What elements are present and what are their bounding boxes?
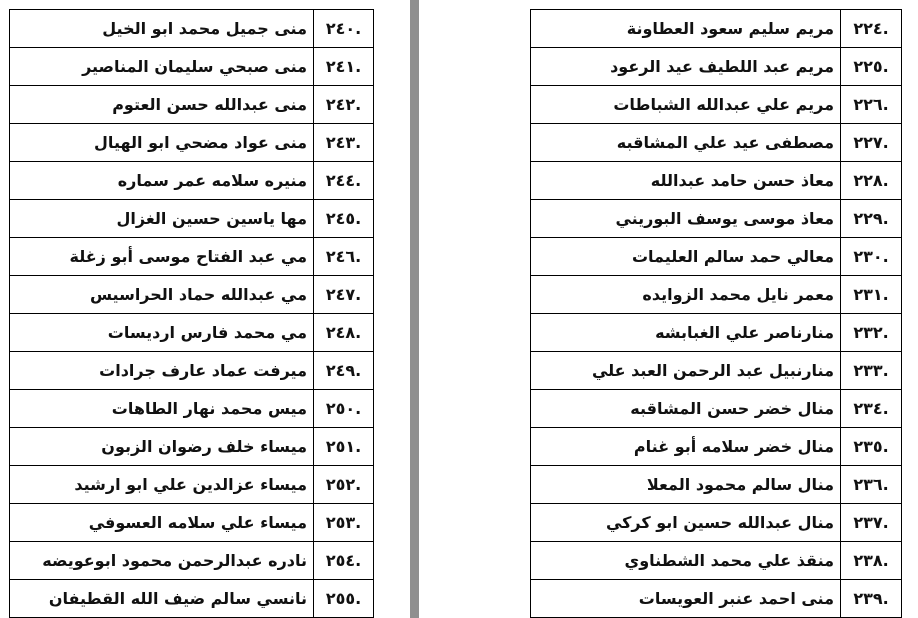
row-number: .٢٤٣ (314, 124, 374, 162)
row-number: .٢٢٨ (841, 162, 902, 200)
table-row (531, 428, 902, 466)
row-number: .٢٤٤ (314, 162, 374, 200)
row-number: .٢٤٠ (314, 10, 374, 48)
names-table-left (9, 9, 374, 618)
row-number: .٢٤٦ (314, 238, 374, 276)
row-number: .٢٢٧ (841, 124, 902, 162)
table-row (10, 352, 374, 390)
table-row (10, 200, 374, 238)
table-row (531, 314, 902, 352)
table-row (10, 504, 374, 542)
table-row (10, 276, 374, 314)
table-row (531, 390, 902, 428)
person-name: مي محمد فارس ارديسات (10, 314, 314, 352)
row-number: .٢٤٥ (314, 200, 374, 238)
person-name: منى صبحي سليمان المناصير (10, 48, 314, 86)
row-number: .٢٣١ (841, 276, 902, 314)
person-name: معمر نايل محمد الزوايده (531, 276, 841, 314)
person-name: معالي حمد سالم العليمات (531, 238, 841, 276)
row-number: .٢٣٢ (841, 314, 902, 352)
row-number: .٢٥١ (314, 428, 374, 466)
table-row (10, 390, 374, 428)
row-number: .٢٤٧ (314, 276, 374, 314)
person-name: منال سالم محمود المعلا (531, 466, 841, 504)
names-table-right-body (531, 10, 902, 618)
row-number: .٢٢٥ (841, 48, 902, 86)
row-number: .٢٢٩ (841, 200, 902, 238)
row-number: .٢٤٨ (314, 314, 374, 352)
row-number: .٢٤١ (314, 48, 374, 86)
person-name: ميساء علي سلامه العسوفي (10, 504, 314, 542)
names-table-right (530, 9, 902, 618)
table-row (10, 428, 374, 466)
row-number: .٢٣٦ (841, 466, 902, 504)
table-row (531, 504, 902, 542)
row-number: .٢٢٤ (841, 10, 902, 48)
table-row (10, 542, 374, 580)
table-row (531, 48, 902, 86)
person-name: منى عواد مضحي ابو الهيال (10, 124, 314, 162)
person-name: منارنبيل عبد الرحمن العبد علي (531, 352, 841, 390)
table-row (531, 580, 902, 618)
person-name: ميساء خلف رضوان الزبون (10, 428, 314, 466)
person-name: مريم علي عبدالله الشباطات (531, 86, 841, 124)
person-name: نادره عبدالرحمن محمود ابوعويضه (10, 542, 314, 580)
row-number: .٢٥٤ (314, 542, 374, 580)
table-row (10, 314, 374, 352)
row-number: .٢٥٣ (314, 504, 374, 542)
person-name: منقذ علي محمد الشطناوي (531, 542, 841, 580)
table-row (531, 542, 902, 580)
person-name: منال عبدالله حسين ابو كركي (531, 504, 841, 542)
page-divider (410, 0, 419, 618)
person-name: منيره سلامه عمر سماره (10, 162, 314, 200)
person-name: مي عبدالله حماد الحراسيس (10, 276, 314, 314)
person-name: مصطفى عيد علي المشاقبه (531, 124, 841, 162)
row-number: .٢٣٤ (841, 390, 902, 428)
table-row (10, 124, 374, 162)
table-row (531, 10, 902, 48)
row-number: .٢٣٨ (841, 542, 902, 580)
table-row (531, 466, 902, 504)
names-table-left-body (10, 10, 374, 618)
row-number: .٢٤٩ (314, 352, 374, 390)
person-name: مها ياسين حسين الغزال (10, 200, 314, 238)
person-name: نانسي سالم ضيف الله القطيفان (10, 580, 314, 618)
row-number: .٢٣٧ (841, 504, 902, 542)
table-row (10, 10, 374, 48)
person-name: ميساء عزالدين علي ابو ارشيد (10, 466, 314, 504)
table-row (531, 86, 902, 124)
row-number: .٢٥٥ (314, 580, 374, 618)
person-name: منى جميل محمد ابو الخيل (10, 10, 314, 48)
person-name: منال خضر حسن المشاقبه (531, 390, 841, 428)
row-number: .٢٢٦ (841, 86, 902, 124)
table-row (10, 162, 374, 200)
table-row (10, 48, 374, 86)
row-number: .٢٣٠ (841, 238, 902, 276)
person-name: منى احمد عنبر العويسات (531, 580, 841, 618)
row-number: .٢٤٢ (314, 86, 374, 124)
person-name: مريم سليم سعود العطاونة (531, 10, 841, 48)
table-row (10, 86, 374, 124)
row-number: .٢٣٩ (841, 580, 902, 618)
table-row (531, 352, 902, 390)
table-row (10, 466, 374, 504)
table-row (531, 162, 902, 200)
table-row (531, 276, 902, 314)
person-name: معاذ حسن حامد عبدالله (531, 162, 841, 200)
person-name: ميرفت عماد عارف جرادات (10, 352, 314, 390)
person-name: منى عبدالله حسن العتوم (10, 86, 314, 124)
table-row (531, 124, 902, 162)
row-number: .٢٥٢ (314, 466, 374, 504)
person-name: مريم عبد اللطيف عيد الرعود (531, 48, 841, 86)
person-name: ميس محمد نهار الطاهات (10, 390, 314, 428)
person-name: مي عبد الفتاح موسى أبو زغلة (10, 238, 314, 276)
person-name: معاذ موسى يوسف البوريني (531, 200, 841, 238)
person-name: منارناصر علي الغبابشه (531, 314, 841, 352)
table-row (10, 238, 374, 276)
row-number: .٢٣٣ (841, 352, 902, 390)
table-row (10, 580, 374, 618)
table-row (531, 238, 902, 276)
table-row (531, 200, 902, 238)
row-number: .٢٥٠ (314, 390, 374, 428)
row-number: .٢٣٥ (841, 428, 902, 466)
person-name: منال خضر سلامه أبو غنام (531, 428, 841, 466)
